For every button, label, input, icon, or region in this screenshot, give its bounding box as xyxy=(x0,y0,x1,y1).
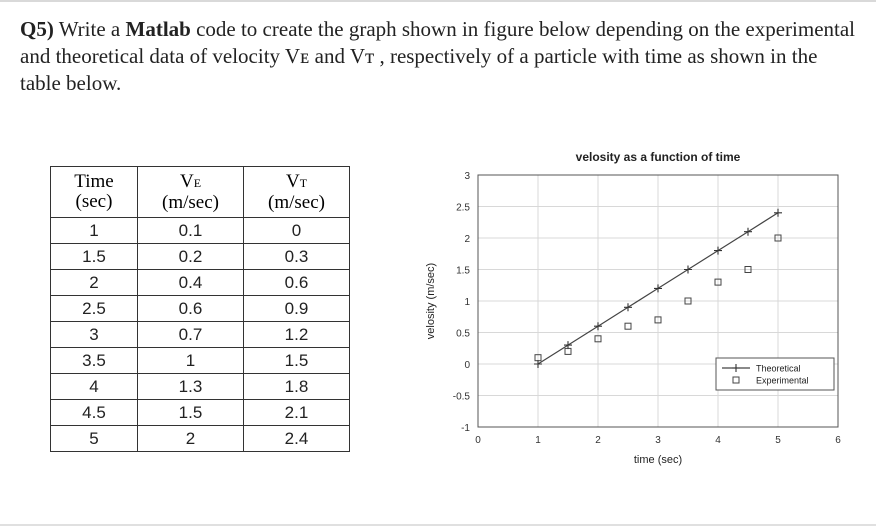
table-cell: 1.5 xyxy=(51,244,138,270)
x-tick-label: 3 xyxy=(655,435,661,446)
table-cell: 2 xyxy=(51,270,138,296)
table-cell: 1.5 xyxy=(138,400,244,426)
header-time xyxy=(51,167,138,218)
table-cell: 4.5 xyxy=(51,400,138,426)
y-tick-label: 1 xyxy=(464,297,470,308)
y-tick-label: 2.5 xyxy=(456,202,470,214)
x-tick-label: 1 xyxy=(535,435,541,446)
legend-label: Theoretical xyxy=(756,363,801,374)
y-tick-label: -0.5 xyxy=(452,391,470,403)
x-tick-label: 0 xyxy=(475,435,481,446)
table-cell: 5 xyxy=(51,426,138,452)
table-row xyxy=(51,374,350,400)
question-text xyxy=(20,16,860,97)
table-row xyxy=(51,296,350,322)
table-cell: 0 xyxy=(244,218,350,244)
table-cell: 0.1 xyxy=(138,218,244,244)
y-axis-label: velosity (m/sec) xyxy=(425,262,437,340)
x-tick-label: 2 xyxy=(595,435,601,446)
table-cell: 0.7 xyxy=(138,322,244,348)
table-cell: 1.5 xyxy=(244,348,350,374)
header-vt-name: VT xyxy=(285,170,308,192)
y-tick-label: 3 xyxy=(464,171,470,182)
x-tick-label: 5 xyxy=(775,435,781,446)
table-cell: 0.6 xyxy=(138,296,244,322)
chart-title: velosity as a function of time xyxy=(575,150,741,164)
velocity-chart xyxy=(420,140,860,480)
table-cell: 2.4 xyxy=(244,426,350,452)
table-cell: 0.3 xyxy=(244,244,350,270)
table-cell: 3.5 xyxy=(51,348,138,374)
table-row xyxy=(51,244,350,270)
table-cell: 0.2 xyxy=(138,244,244,270)
header-time-unit: (sec) xyxy=(75,191,113,212)
table-cell: 0.6 xyxy=(244,270,350,296)
legend-label: Experimental xyxy=(756,375,809,386)
table-cell: 1.2 xyxy=(244,322,350,348)
header-vt-unit: (m/sec) xyxy=(268,191,325,213)
header-ve xyxy=(138,167,244,218)
table-row xyxy=(51,322,350,348)
table-cell: 2 xyxy=(138,426,244,452)
table-cell: 1.8 xyxy=(244,374,350,400)
top-divider xyxy=(0,0,876,2)
header-vt xyxy=(244,167,350,218)
table-cell: 1.3 xyxy=(138,374,244,400)
table-cell: 0.4 xyxy=(138,270,244,296)
y-tick-label: 0 xyxy=(464,360,470,371)
table-row xyxy=(51,400,350,426)
table-cell: 1 xyxy=(138,348,244,374)
table-row xyxy=(51,218,350,244)
y-tick-label: 0.5 xyxy=(456,328,470,340)
table-cell: 2.1 xyxy=(244,400,350,426)
table-header-row xyxy=(51,167,350,218)
y-tick-label: 1.5 xyxy=(456,265,470,277)
table-row xyxy=(51,348,350,374)
x-axis-label: time (sec) xyxy=(633,454,683,466)
table-cell: 2.5 xyxy=(51,296,138,322)
x-tick-label: 6 xyxy=(835,435,841,446)
table-cell: 0.9 xyxy=(244,296,350,322)
question-part-2: code to create the graph shown in figure below depending on the experimental and theoretical data of velocity Vᴇ and Vᴛ , respectively of a particle with time as shown in the table below. xyxy=(20,17,856,95)
table-cell: 1 xyxy=(51,218,138,244)
question-matlab: Matlab xyxy=(125,17,191,41)
table-row xyxy=(51,270,350,296)
y-tick-label: 2 xyxy=(464,234,470,245)
data-table xyxy=(50,166,350,452)
x-tick-label: 4 xyxy=(715,435,721,446)
table-cell: 4 xyxy=(51,374,138,400)
question-part-1: Write a xyxy=(58,17,121,41)
y-tick-label: -1 xyxy=(461,423,470,434)
table-cell: 3 xyxy=(51,322,138,348)
question-number: Q5) xyxy=(20,17,54,41)
table-row xyxy=(51,426,350,452)
header-time-name: Time xyxy=(74,171,114,192)
bottom-divider xyxy=(0,524,876,526)
header-ve-name: VE xyxy=(179,170,202,192)
header-ve-unit: (m/sec) xyxy=(162,191,219,213)
